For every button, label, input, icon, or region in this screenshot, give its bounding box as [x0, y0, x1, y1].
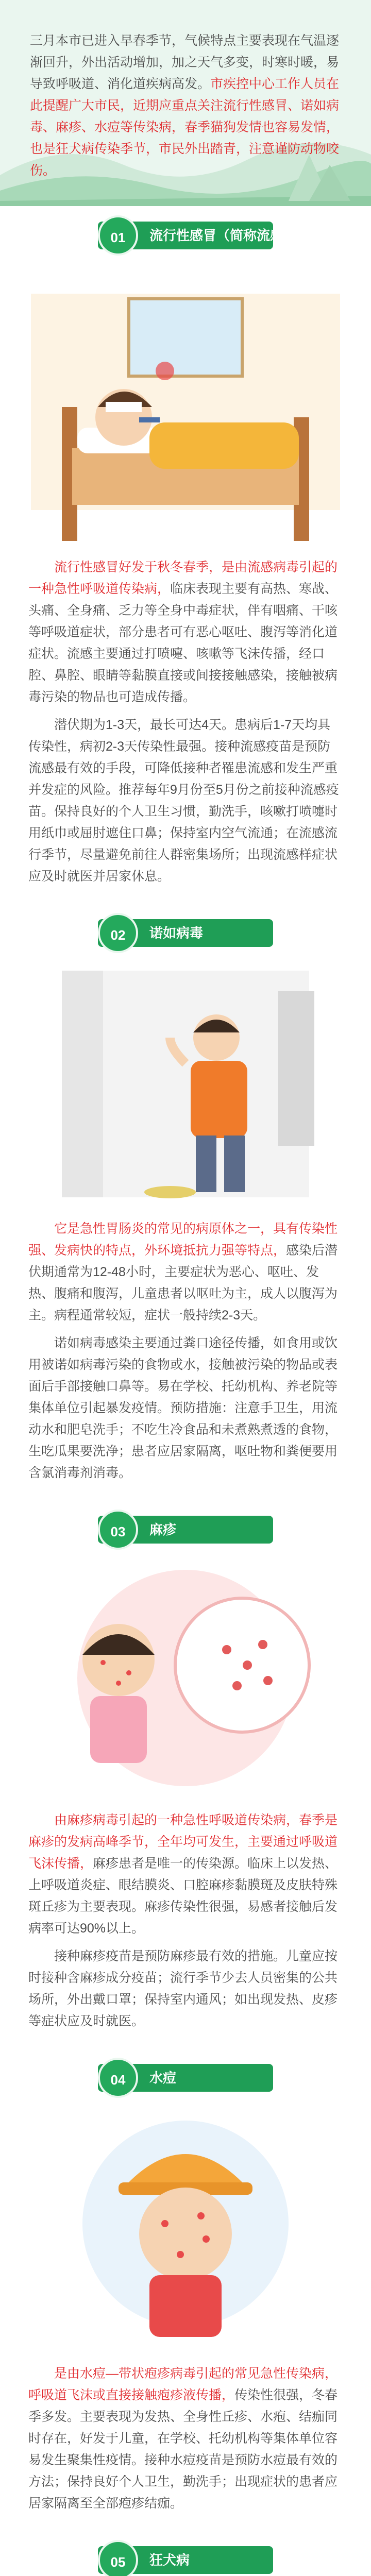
- section-number: 01: [98, 215, 138, 256]
- section-02-text: [28, 1208, 343, 1500]
- paragraph: [28, 2363, 343, 2514]
- paragraph: [28, 556, 343, 708]
- section-title-04: [0, 2048, 371, 2105]
- intro-header: [0, 0, 371, 206]
- paragraph: [28, 1218, 343, 1326]
- section-title-text: 水痘: [149, 2070, 177, 2086]
- body-text: 感染后潜伏期通常为12-48小时，主要症状为恶心、呕吐、发热、腹痛和腹泻，儿童患者以呕吐为主，成人以腹泻为主。病程通常较短，症状一般持续2-3天。: [28, 1243, 338, 1323]
- highlight-text: 由麻疹病毒引起的一种急性呼吸道传染病，春季是麻疹的发病高峰季节，全年均可发生，主要通过呼吸道飞沫传播，: [28, 1813, 338, 1871]
- intro-part2: 市疾控中心工作人员在此提醒广大市民，近期应重点关注流行性感冒、诺如病毒、麻疹、水痘等传染病，春季猫狗发情也容易发情，也是狂犬病传染季节，市民外出踏青，注意谨防动物咬伤。: [30, 77, 340, 178]
- intro-text: [30, 30, 344, 181]
- body-text: 临床表现主要有高热、寒战、头痛、全身痛、乏力等全身中毒症状，伴有咽痛、干咳等呼吸道症状，部分患者可有恶心呕吐、腹泻等消化道症状。流感主要通过打喷嚏、咳嗽等飞沫传播，经口腔、鼻腔、眼睛等黏膜直接或间接接触感染，接触被病毒污染的物品也可造成传播。: [28, 582, 338, 704]
- section-title-text: 诺如病毒: [149, 925, 204, 941]
- intro-part1: 三月本市已进入早春季节，气候特点主要表现在气温逐渐回升，外出活动增加，加之天气多变，时寒时暖，易导致呼吸道、消化道疾病高发。: [30, 33, 340, 91]
- paragraph: [28, 1332, 343, 1484]
- highlight-text: 流行性感冒好发于秋冬春季，是由流感病毒引起的一种急性呼吸道传染病，: [28, 560, 338, 596]
- body-text: 接种麻疹疫苗是预防麻疹最有效的措施。儿童应按时接种含麻疹成分疫苗；流行季节少去人员密集的公共场所，外出戴口罩；保持室内通风；如出现发热、皮疹等症状应及时就医。: [28, 1949, 338, 2028]
- norovirus-illustration: [0, 960, 371, 1208]
- flu-illustration: [0, 263, 371, 546]
- paragraph: [28, 714, 343, 887]
- section-number: 02: [98, 913, 138, 953]
- highlight-text: 它是急性胃肠炎的常见的病原体之一，具有传染性强、发病快的特点，外环境抵抗力强等特点，: [28, 1222, 338, 1258]
- measles-illustration: [0, 1557, 371, 1799]
- highlight-text: 是由水痘—带状疱疹病毒引起的常见急性传染病，呼吸道飞沫或直接接触疱疹液传播，: [28, 2366, 338, 2402]
- section-03-text: [28, 1799, 343, 2048]
- section-number: 05: [98, 2540, 138, 2576]
- chickenpox-illustration: [0, 2105, 371, 2352]
- section-number: 04: [98, 2058, 138, 2098]
- section-title-text: 麻疹: [149, 1522, 177, 1537]
- section-title-01: [0, 206, 371, 263]
- section-title-text: 狂犬病: [149, 2552, 190, 2568]
- body-text: 传染性很强，冬春季多发。主要表现为发热、全身性丘疹、水疱、结痂同时存在，好发于儿童，在学校、托幼机构等集体单位容易发生聚集性疫情。接种水痘疫苗是预防水痘最有效的方法；保持良好个人卫生，勤洗手；出现症状的患者应居家隔离至全部疱疹结痂。: [28, 2388, 338, 2511]
- paragraph: [28, 1945, 343, 2032]
- body-text: 潜伏期为1-3天，最长可达4天。患病后1-7天均具传染性，病初2-3天传染性最强。接种流感疫苗是预防流感最有效的手段，可降低接种者罹患流感和发生严重并发症的风险。推荐每年9月份至5月份之前接种流感疫苗。保持良好的个人卫生习惯，勤洗手，咳嗽打喷嚏时用纸巾或屈肘遮住口鼻；保持室内空气流通；在流感流行季节，尽量避免前往人群密集场所；出现流感样症状应及时就医并居家休息。: [28, 718, 339, 884]
- body-text: 诺如病毒感染主要通过粪口途径传播，如食用或饮用被诺如病毒污染的食物或水，接触被污染的物品或表面后手部接触口鼻等。易在学校、托幼机构、养老院等集体单位引起暴发疫情。预防措施：注意手卫生，用流动水和肥皂洗手；不吃生冷食品和未煮熟煮透的食物，生吃瓜果要洗净；患者应居家隔离，呕吐物和粪便要用含氯消毒剂消毒。: [28, 1336, 338, 1480]
- section-title-02: [0, 904, 371, 960]
- section-number: 03: [98, 1510, 138, 1550]
- section-01-text: [28, 546, 343, 904]
- body-text: 麻疹患者是唯一的传染源。临床上以发热、上呼吸道炎症、眼结膜炎、口腔麻疹黏膜斑及皮肤特殊斑丘疹为主要表现。麻疹传染性很强，易感者接触后发病率可达90%以上。: [28, 1856, 338, 1936]
- section-title-05: [0, 2531, 371, 2576]
- section-title-03: [0, 1500, 371, 1557]
- section-title-text: 流行性感冒（简称流感）: [149, 228, 297, 243]
- section-04-text: [28, 2352, 343, 2531]
- paragraph: [28, 1809, 343, 1939]
